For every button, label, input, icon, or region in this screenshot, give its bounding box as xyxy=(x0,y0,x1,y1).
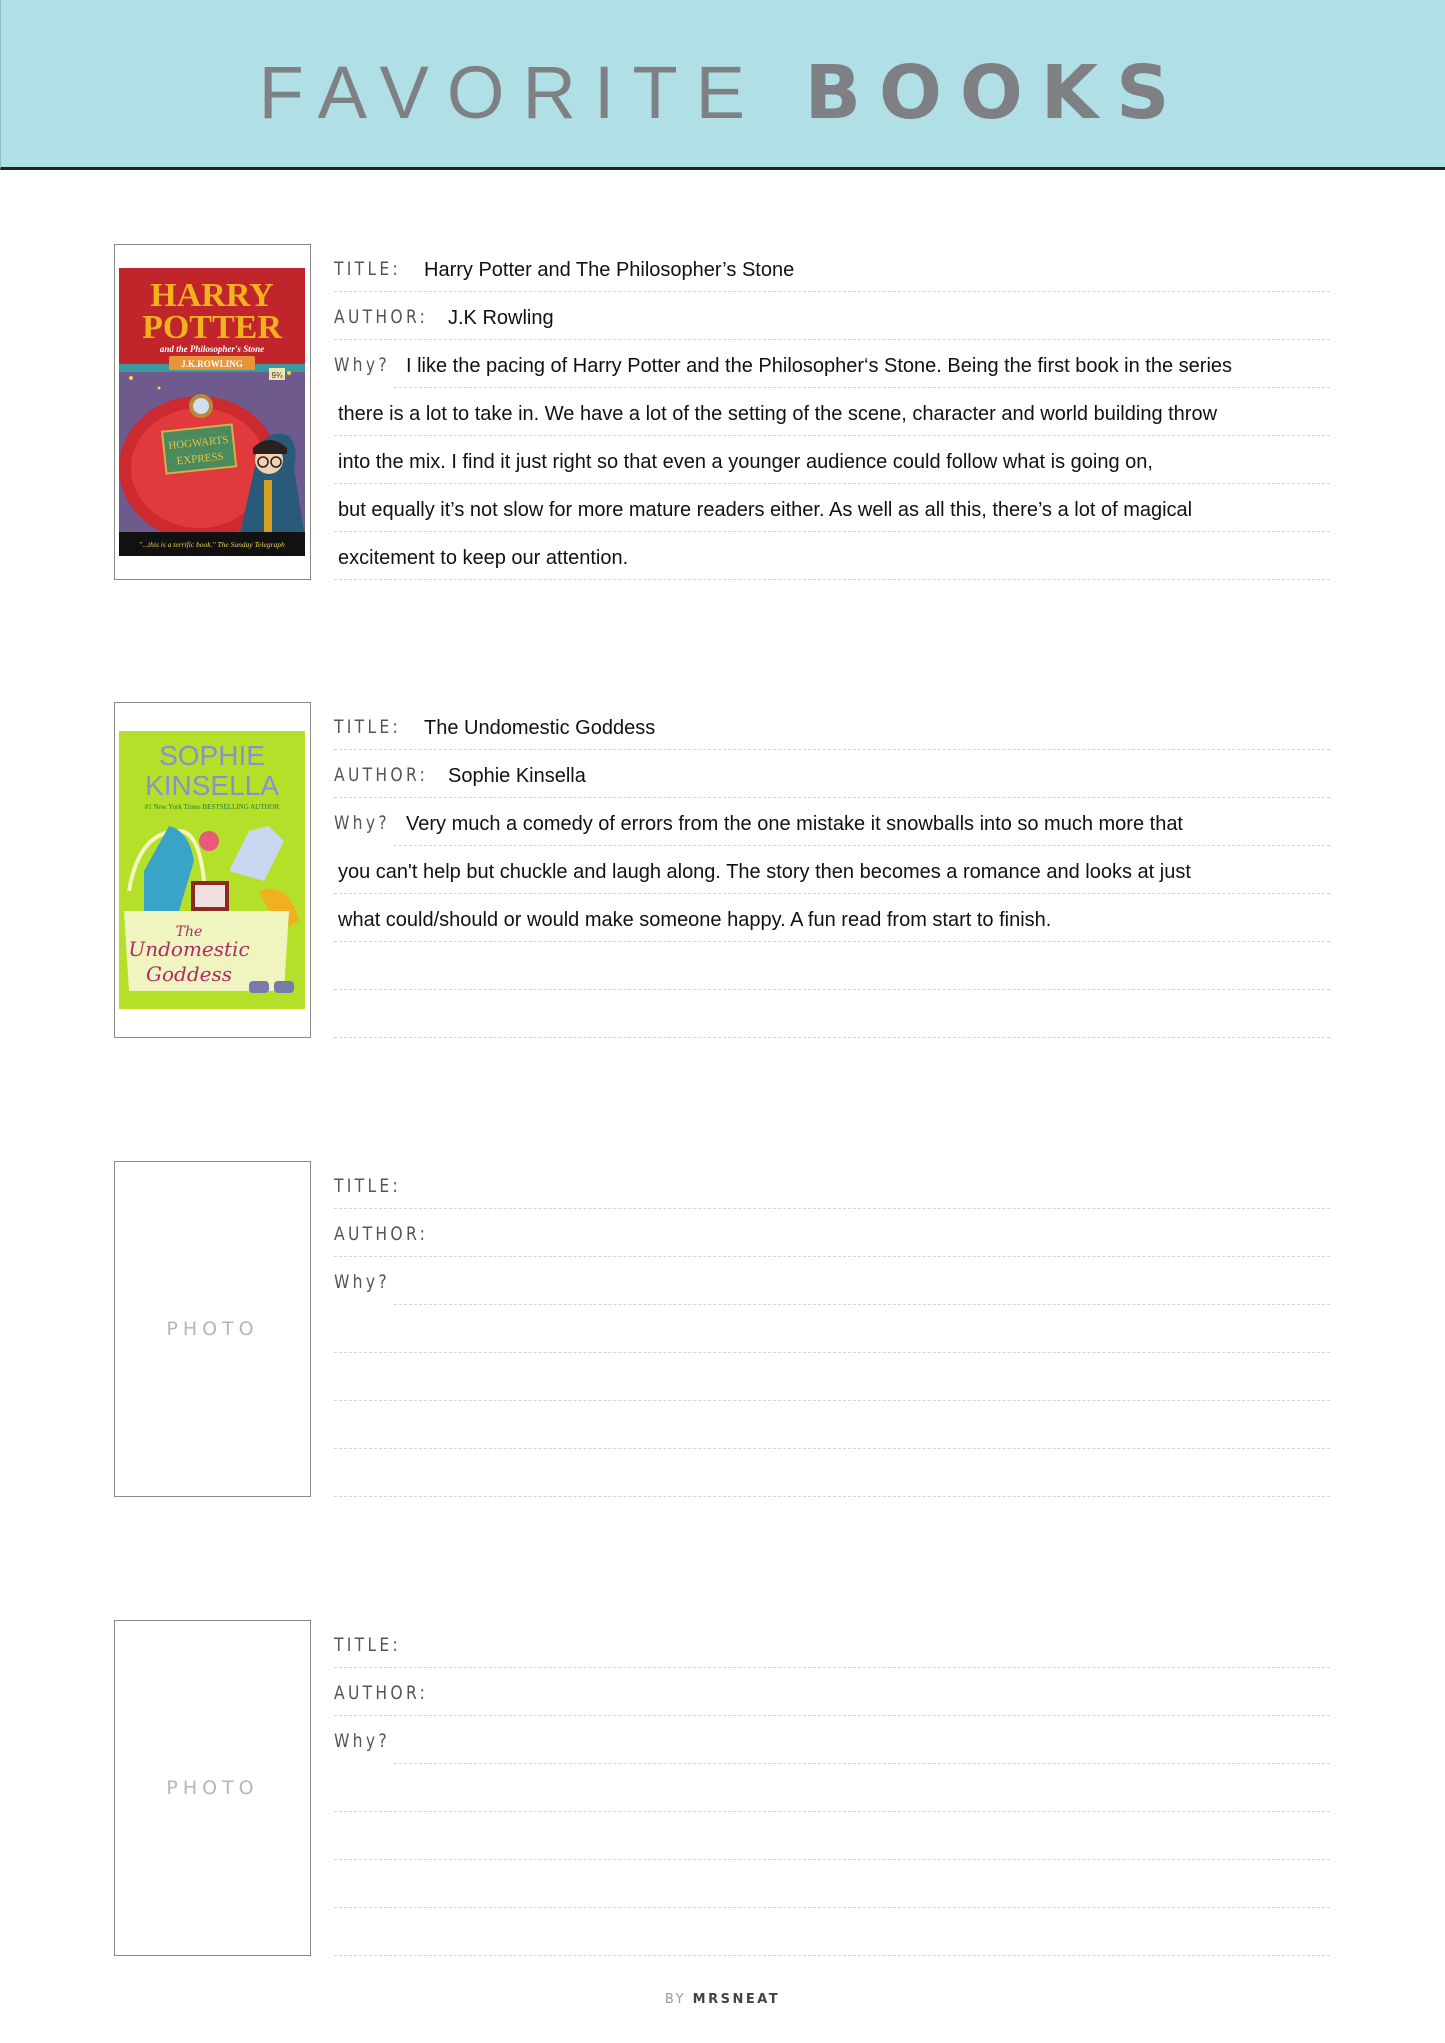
title-value[interactable]: The Undomestic Goddess xyxy=(424,717,656,739)
why-row[interactable] xyxy=(334,798,1330,846)
photo-placeholder-label: PHOTO xyxy=(166,1318,259,1340)
why-label: Why? xyxy=(334,1730,390,1752)
why-line[interactable]: what could/should or would make someone happy. A fun read from start to finish. xyxy=(338,909,1052,931)
svg-text:Goddess: Goddess xyxy=(146,962,232,986)
why-line[interactable]: into the mix. I find it just right so that even a younger audience could follow what is going on, xyxy=(338,451,1153,473)
footer-brand: MRSNEAT xyxy=(692,1992,781,2007)
title-row[interactable] xyxy=(334,1161,1330,1209)
why-label: Why? xyxy=(334,1271,390,1293)
why-row[interactable] xyxy=(334,1305,1330,1353)
book-fields xyxy=(334,1620,1330,1960)
why-row[interactable] xyxy=(334,1860,1330,1908)
svg-text:and the Philosopher's Stone: and the Philosopher's Stone xyxy=(159,344,265,354)
author-label: AUTHOR: xyxy=(334,306,429,328)
author-row[interactable] xyxy=(334,1209,1330,1257)
rule-line xyxy=(334,579,1330,580)
book-entry-3 xyxy=(0,1161,1445,1501)
svg-text:J.K.ROWLING: J.K.ROWLING xyxy=(181,359,243,369)
title-label: TITLE: xyxy=(334,258,402,280)
why-line[interactable]: excitement to keep our attention. xyxy=(338,547,629,569)
why-row[interactable] xyxy=(334,484,1330,532)
svg-text:9¾: 9¾ xyxy=(271,371,283,380)
author-label: AUTHOR: xyxy=(334,764,429,786)
why-row[interactable] xyxy=(334,1257,1330,1305)
why-row[interactable] xyxy=(334,1449,1330,1497)
photo-placeholder-frame[interactable] xyxy=(114,1620,311,1956)
why-row[interactable] xyxy=(334,1764,1330,1812)
why-line[interactable]: you can't help but chuckle and laugh along. The story then becomes a romance and looks at just xyxy=(338,861,1191,883)
author-label: AUTHOR: xyxy=(334,1223,429,1245)
why-line[interactable]: but equally it’s not slow for more mature readers either. As well as all this, there’s a lot of magical xyxy=(338,499,1193,521)
book-fields xyxy=(334,1161,1330,1501)
title-value[interactable]: Harry Potter and The Philosopher’s Stone xyxy=(424,259,795,281)
svg-text:The: The xyxy=(175,924,203,940)
footer-credit xyxy=(0,1992,1445,2007)
why-row[interactable] xyxy=(334,1353,1330,1401)
why-row[interactable] xyxy=(334,532,1330,580)
svg-text:HARRY: HARRY xyxy=(150,277,274,314)
svg-text:#1 New York Times BESTSELLING: #1 New York Times BESTSELLING AUTHOR xyxy=(144,803,280,811)
photo-placeholder-frame[interactable] xyxy=(114,1161,311,1497)
photo-placeholder-label: PHOTO xyxy=(166,1777,259,1799)
footer-by: BY xyxy=(664,1992,686,2007)
photo-frame xyxy=(114,244,311,580)
title-light: FAVORITE xyxy=(258,51,764,134)
rule-line xyxy=(334,1955,1330,1956)
title-label: TITLE: xyxy=(334,1175,402,1197)
photo-frame xyxy=(114,702,311,1038)
title-label: TITLE: xyxy=(334,1634,402,1656)
svg-text:POTTER: POTTER xyxy=(142,309,282,346)
why-row[interactable] xyxy=(334,340,1330,388)
author-value[interactable]: Sophie Kinsella xyxy=(448,765,586,787)
why-row[interactable] xyxy=(334,846,1330,894)
book-fields xyxy=(334,702,1330,1042)
why-row[interactable] xyxy=(334,1812,1330,1860)
title-label: TITLE: xyxy=(334,716,402,738)
why-row[interactable] xyxy=(334,894,1330,942)
title-row[interactable] xyxy=(334,702,1330,750)
harry-potter-cover-image xyxy=(119,268,305,556)
page-header xyxy=(0,0,1445,170)
author-row[interactable] xyxy=(334,1668,1330,1716)
rule-line xyxy=(334,1496,1330,1497)
author-row[interactable] xyxy=(334,750,1330,798)
why-label: Why? xyxy=(334,812,390,834)
why-row[interactable] xyxy=(334,436,1330,484)
author-label: AUTHOR: xyxy=(334,1682,429,1704)
why-row[interactable] xyxy=(334,1401,1330,1449)
why-row[interactable] xyxy=(334,1908,1330,1956)
page-title xyxy=(1,48,1445,138)
why-line[interactable]: Very much a comedy of errors from the one mistake it snowballs into so much more that xyxy=(406,813,1183,835)
author-value[interactable]: J.K Rowling xyxy=(448,307,554,329)
svg-text:KINSELLA: KINSELLA xyxy=(145,770,279,801)
book-entry-2 xyxy=(0,702,1445,1042)
why-line[interactable]: there is a lot to take in. We have a lot of the setting of the scene, character and world building throw xyxy=(338,403,1218,425)
why-row[interactable] xyxy=(334,990,1330,1038)
rule-line xyxy=(334,1037,1330,1038)
svg-text:HOGWARTS: HOGWARTS xyxy=(167,433,230,453)
why-row[interactable] xyxy=(334,1716,1330,1764)
book-fields xyxy=(334,244,1330,584)
why-label: Why? xyxy=(334,354,390,376)
svg-text:"...this is a terrific book.": "...this is a terrific book." The Sunday Telegraph xyxy=(139,540,285,549)
why-row[interactable] xyxy=(334,942,1330,990)
title-row[interactable] xyxy=(334,1620,1330,1668)
svg-text:Undomestic: Undomestic xyxy=(128,937,250,961)
why-line[interactable]: I like the pacing of Harry Potter and the Philosopher‘s Stone. Being the first book in the series xyxy=(406,355,1233,377)
book-entry-4 xyxy=(0,1620,1445,1960)
svg-text:EXPRESS: EXPRESS xyxy=(176,450,225,468)
author-row[interactable] xyxy=(334,292,1330,340)
undomestic-goddess-cover-image xyxy=(119,731,305,1009)
title-row[interactable] xyxy=(334,244,1330,292)
book-entry-1 xyxy=(0,244,1445,584)
svg-text:SOPHIE: SOPHIE xyxy=(159,740,265,771)
title-bold: BOOKS xyxy=(804,50,1188,136)
why-row[interactable] xyxy=(334,388,1330,436)
